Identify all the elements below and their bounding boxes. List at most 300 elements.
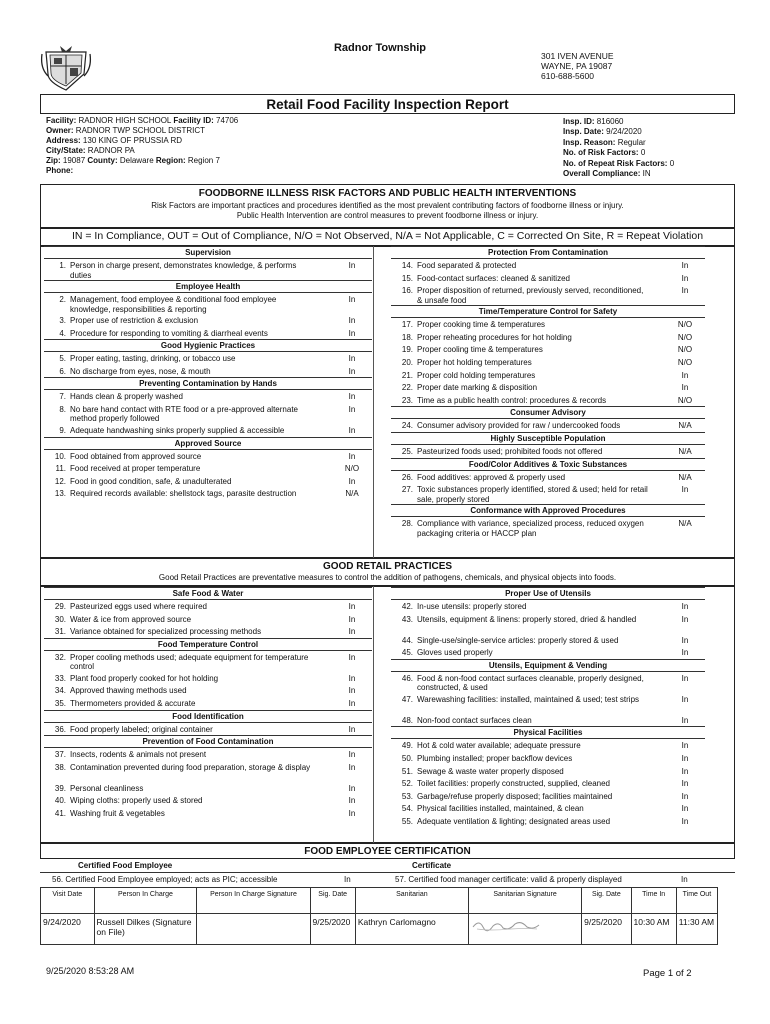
item-description: Personal cleanliness	[70, 783, 144, 793]
item-description: Variance obtained for specialized processing methods	[70, 627, 262, 637]
item-number: 51.	[401, 766, 413, 776]
item-status: In	[681, 261, 689, 270]
signature-scribble-icon	[471, 917, 541, 933]
section-subheading: Preventing Contamination by Hands	[44, 377, 372, 390]
item-number: 25.	[401, 446, 413, 456]
address-line: 301 IVEN AVENUE	[541, 51, 614, 61]
visit-col-header: Sanitarian Signature	[468, 888, 581, 914]
insp-id: 816060	[596, 117, 624, 126]
visit-col-header: Person In Charge Signature	[197, 888, 310, 914]
item-description: Plumbing installed; proper backflow devices	[417, 753, 573, 763]
visit-row	[41, 914, 718, 945]
item-number: 38.	[54, 762, 66, 772]
facility-name: RADNOR HIGH SCHOOL	[78, 116, 172, 125]
section-subheading: Employee Health	[44, 280, 372, 293]
item-description: Proper hot holding temperatures	[417, 357, 532, 367]
item-description: Food properly labeled; original container	[70, 724, 213, 734]
item-number: 22.	[401, 383, 413, 393]
inspection-item	[44, 782, 372, 795]
item-description: Proper cooking time & temperatures	[417, 320, 546, 330]
item-description: Procedure for responding to vomiting & diarrheal events	[70, 328, 268, 338]
section-subheading: Protection From Contamination	[391, 246, 705, 259]
inspection-item	[391, 693, 705, 714]
item-status: N/A	[345, 489, 359, 499]
item-number: 42.	[401, 602, 413, 611]
insp-date: 9/24/2020	[606, 127, 642, 137]
item-57: 57. Certified food manager certificate: valid & properly displayed In	[395, 875, 688, 884]
item-status: In	[348, 686, 356, 696]
risk-section-header	[40, 184, 735, 228]
visit-col-header: Sig. Date	[310, 888, 355, 914]
inspection-item	[44, 293, 372, 314]
item-number: 11.	[55, 464, 66, 474]
inspection-item	[391, 318, 705, 331]
item-description: Warewashing facilities: installed, maintained & used; test strips	[417, 694, 640, 704]
item-status: In	[681, 383, 689, 393]
item-description: No bare hand contact with RTE food or a pre-approved alternate method properly followed	[70, 404, 298, 424]
risk-factors-left	[44, 246, 372, 508]
item-status: N/O	[677, 345, 693, 355]
item-status: In	[348, 673, 356, 683]
item-number: 5.	[59, 354, 66, 364]
inspection-item	[44, 794, 372, 807]
inspection-item	[44, 651, 372, 672]
item-number: 28.	[401, 519, 413, 529]
time-in: 10:30 AM	[631, 914, 676, 945]
item-description: Thermometers provided & accurate	[70, 698, 196, 708]
inspection-item	[391, 646, 705, 659]
inspection-item	[44, 625, 372, 638]
item-status: In	[348, 762, 356, 772]
item-description: Approved thawing methods used	[70, 686, 187, 696]
risk-section-sub1: Risk Factors are important practices and procedures identified as the most prevalent contributing factors of foodborne illness or injury.	[151, 201, 624, 210]
pic-signature	[197, 914, 310, 945]
repeat-risk-count: 0	[669, 158, 675, 168]
item-number: 33.	[54, 673, 66, 683]
facility-info: Facility: RADNOR HIGH SCHOOL Facility ID: 74706 Owner: RADNOR TWP SCHOOL DISTRICT Address: 130 KING OF PRUSSIA RD City/State: RADNOR PA Zip: 19087 County: Delaware Region: Region 7 Phone:	[46, 116, 239, 176]
item-status: In	[348, 627, 356, 637]
item-56-value: In	[344, 875, 351, 884]
address-line: 610-688-5600	[541, 71, 594, 81]
item-number: 53.	[401, 791, 413, 801]
page-number: Page 1 of 2	[643, 968, 692, 979]
inspection-item	[391, 739, 705, 752]
visit-col-header: Sanitarian	[355, 888, 468, 914]
item-description: Single-use/single-service articles: properly stored & used	[417, 635, 619, 645]
inspection-item	[391, 471, 705, 484]
item-status: In	[681, 804, 689, 814]
item-number: 9.	[59, 425, 66, 435]
item-57-value: In	[681, 875, 688, 884]
item-number: 47.	[401, 694, 413, 704]
risk-section-sub2: Public Health Intervention are control measures to prevent foodborne illness or injury.	[236, 211, 539, 220]
item-status: N/O	[677, 332, 693, 342]
item-status: In	[348, 451, 356, 461]
item-description: Insects, rodents & animals not present	[70, 750, 207, 760]
item-status: In	[681, 286, 689, 296]
item-description: Contamination prevented during food preparation, storage & display	[70, 762, 311, 772]
item-status: In	[348, 316, 356, 325]
item-number: 21.	[401, 370, 413, 380]
item-status: In	[681, 791, 689, 801]
item-number: 40.	[54, 796, 66, 806]
item-number: 20.	[401, 357, 413, 367]
item-number: 34.	[54, 686, 66, 696]
region: Region 7	[187, 156, 220, 166]
item-status: In	[681, 614, 689, 624]
item-number: 29.	[54, 602, 66, 611]
item-number: 14.	[401, 261, 413, 270]
item-description: Consumer advisory provided for raw / undercooked foods	[417, 421, 621, 431]
section-subheading: Prevention of Food Contamination	[44, 735, 372, 748]
township-seal-icon	[40, 44, 92, 92]
item-56: 56. Certified Food Employee employed; acts as PIC; accessible In	[52, 875, 351, 884]
good-retail-sub: Good Retail Practices are preventative measures to control the addition of pathogens, chemicals, and physical objects into foods.	[158, 573, 617, 582]
item-status: In	[681, 673, 689, 683]
item-status: In	[681, 602, 689, 611]
inspection-item	[391, 634, 705, 647]
food-employee-header	[40, 843, 735, 859]
inspection-item	[391, 483, 705, 504]
item-number: 18.	[401, 332, 413, 342]
item-number: 1.	[59, 261, 66, 270]
inspection-item	[44, 613, 372, 626]
item-number: 4.	[59, 328, 66, 338]
food-employee-title: FOOD EMPLOYEE CERTIFICATION	[304, 846, 471, 857]
risk-factor-count: 0	[640, 148, 646, 158]
item-description: Gloves used properly	[417, 648, 493, 658]
sanitarian-signature	[468, 914, 581, 945]
item-number: 49.	[401, 741, 413, 751]
item-status: N/O	[677, 357, 693, 367]
item-status: In	[348, 366, 356, 376]
item-description: Pasteurized eggs used where required	[70, 602, 207, 611]
printed-timestamp: 9/25/2020 8:53:28 AM	[46, 966, 135, 976]
item-description: Utensils, equipment & linens: properly stored, dried & handled	[417, 614, 637, 624]
section-subheading: Utensils, Equipment & Vending	[391, 659, 705, 672]
item-number: 23.	[401, 395, 413, 405]
good-retail-header	[40, 558, 735, 586]
inspection-item	[391, 600, 705, 613]
inspection-item	[391, 381, 705, 394]
item-status: In	[348, 783, 356, 793]
item-description: Food-contact surfaces: cleaned & sanitized	[417, 273, 570, 283]
item-number: 44.	[401, 635, 413, 645]
item-number: 50.	[401, 753, 413, 763]
inspection-item	[391, 613, 705, 634]
inspection-item	[391, 419, 705, 432]
inspection-item	[391, 356, 705, 369]
item-number: 7.	[59, 392, 66, 402]
item-status: In	[348, 808, 356, 818]
item-description: Management, food employee & conditional food employee knowledge, responsibilities & reporting	[70, 295, 277, 314]
item-status: In	[681, 485, 689, 495]
visit-col-header: Time Out	[676, 888, 717, 914]
item-status: In	[681, 779, 689, 789]
item-number: 16.	[401, 286, 413, 296]
inspection-item	[391, 672, 705, 693]
person-in-charge: Russell Dilkes (Signature on File)	[94, 914, 197, 945]
item-status: In	[348, 404, 356, 414]
section-subheading: Food Temperature Control	[44, 638, 372, 651]
item-description: Adequate handwashing sinks properly supplied & accessible	[70, 425, 285, 435]
item-description: Wiping cloths: properly used & stored	[70, 796, 203, 806]
visit-col-header: Time In	[631, 888, 676, 914]
item-description: Food in good condition, safe, & unadulterated	[70, 476, 232, 486]
item-description: Proper cold holding temperatures	[417, 370, 536, 380]
item-number: 35.	[54, 698, 66, 708]
item-description: Physical facilities installed, maintained, & clean	[417, 804, 584, 814]
item-number: 54.	[401, 804, 413, 814]
zip: 19087	[62, 156, 86, 166]
item-description: Food additives: approved & properly used	[417, 472, 566, 482]
item-status: In	[681, 648, 689, 658]
inspection-item	[391, 284, 705, 305]
inspection-item	[44, 390, 372, 403]
inspection-item	[44, 748, 372, 761]
item-status: In	[348, 698, 356, 708]
item-description: Proper cooling time & temperatures	[417, 345, 543, 355]
item-description: Food & non-food contact surfaces cleanable, properly designed, constructed, & used	[417, 673, 644, 693]
item-number: 15.	[401, 273, 413, 283]
section-subheading: Conformance with Approved Procedures	[391, 504, 705, 517]
item-number: 10.	[54, 451, 66, 461]
item-description: Required records available: shellstock tags, parasite destruction	[70, 489, 297, 499]
item-description: Hot & cold water available; adequate pressure	[417, 741, 581, 751]
inspection-item	[44, 259, 372, 280]
inspection-item	[391, 259, 705, 272]
item-number: 19.	[401, 345, 413, 355]
item-number: 52.	[401, 779, 413, 789]
inspection-item	[44, 672, 372, 685]
inspection-item	[44, 475, 372, 488]
section-subheading: Food/Color Additives & Toxic Substances	[391, 458, 705, 471]
inspection-item	[44, 723, 372, 736]
item-number: 55.	[401, 816, 413, 826]
section-subheading: Approved Source	[44, 437, 372, 450]
item-description: Plant food properly cooked for hot holding	[70, 673, 219, 683]
item-number: 41.	[54, 808, 66, 818]
section-subheading: Time/Temperature Control for Safety	[391, 305, 705, 318]
overall-compliance: IN	[642, 169, 651, 179]
org-name: Radnor Township	[333, 42, 427, 54]
item-number: 3.	[59, 316, 66, 325]
item-status: In	[348, 602, 356, 611]
certified-employee-head: Certified Food Employee	[78, 861, 173, 870]
item-number: 43.	[401, 614, 413, 624]
item-description: Toilet facilities: properly constructed, supplied, cleaned	[417, 779, 610, 789]
item-status: N/A	[678, 446, 692, 456]
inspection-item	[44, 327, 372, 340]
item-description: Sewage & waste water properly disposed	[417, 766, 564, 776]
item-number: 2.	[59, 295, 66, 304]
item-description: Adequate ventilation & lighting; designated areas used	[417, 816, 611, 826]
facility-id: 74706	[216, 116, 239, 125]
item-description: Person in charge present, demonstrates knowledge, & performs duties	[70, 261, 297, 280]
item-status: In	[681, 766, 689, 776]
county: Delaware	[119, 156, 154, 166]
item-status: In	[348, 652, 356, 662]
item-status: N/A	[678, 519, 692, 529]
visit-col-header: Sig. Date	[582, 888, 631, 914]
inspection-item	[44, 684, 372, 697]
inspection-item	[44, 352, 372, 365]
risk-factors-right	[391, 246, 705, 538]
item-description: Proper date marking & disposition	[417, 383, 538, 393]
inspection-item	[391, 517, 705, 538]
section-subheading: Food Identification	[44, 710, 372, 723]
item-status: In	[348, 796, 356, 806]
item-number: 13.	[54, 489, 66, 499]
item-description: Food received at proper temperature	[70, 464, 201, 474]
visit-date: 9/24/2020	[41, 914, 95, 945]
item-status: In	[348, 261, 356, 270]
pic-sig-date: 9/25/2020	[310, 914, 355, 945]
item-number: 32.	[54, 652, 66, 662]
inspection-item	[391, 369, 705, 382]
inspection-item	[44, 424, 372, 437]
item-status: N/O	[677, 320, 693, 330]
item-status: In	[681, 694, 689, 704]
inspection-item	[44, 600, 372, 613]
inspection-item	[44, 487, 372, 508]
item-number: 27.	[401, 485, 413, 495]
inspection-item	[44, 365, 372, 378]
item-status: In	[681, 753, 689, 763]
item-description: Garbage/refuse properly disposed; facilities maintained	[417, 791, 613, 801]
inspection-item	[44, 403, 372, 424]
item-description: Compliance with variance, specialized process, reduced oxygen packaging criteria or HACCP plan	[417, 519, 644, 538]
item-description: No discharge from eyes, nose, & mouth	[70, 366, 211, 376]
inspection-item	[391, 272, 705, 285]
item-description: Proper disposition of returned, previously served, reconditioned, & unsafe food	[417, 286, 644, 305]
item-status: In	[348, 328, 356, 338]
item-description: Washing fruit & vegetables	[70, 808, 165, 818]
item-description: Proper use of restriction & exclusion	[70, 316, 199, 325]
item-description: Water & ice from approved source	[70, 614, 192, 624]
item-status: N/O	[344, 464, 360, 474]
inspection-item	[44, 807, 372, 820]
inspection-item	[44, 697, 372, 710]
visit-col-header: Visit Date	[41, 888, 95, 914]
item-description: Food obtained from approved source	[70, 451, 202, 461]
insp-reason: Regular	[617, 137, 646, 147]
section-subheading: Highly Susceptible Population	[391, 432, 705, 445]
item-number: 30.	[54, 614, 66, 624]
certificate-head: Certificate	[412, 861, 452, 870]
sanitarian: Kathryn Carlomagno	[355, 914, 468, 945]
item-description: Food separated & protected	[417, 261, 517, 270]
item-status: In	[681, 370, 689, 380]
item-status: In	[681, 273, 689, 283]
time-out: 11:30 AM	[676, 914, 717, 945]
sanitarian-sig-date: 9/25/2020	[582, 914, 631, 945]
item-number: 8.	[59, 404, 66, 414]
item-number: 12.	[54, 476, 66, 486]
item-status: In	[348, 425, 356, 435]
inspection-item	[391, 815, 705, 828]
item-number: 39.	[54, 783, 66, 793]
inspection-info: Insp. ID: 816060 Insp. Date: 9/24/2020 Insp. Reason: Regular No. of Risk Factors: 0 No. of Repeat Risk Factors: 0 Overall Compliance: IN	[563, 117, 675, 179]
org-address	[541, 51, 614, 81]
item-status: In	[348, 724, 356, 734]
item-description: Time as a public health control: procedures & records	[417, 395, 607, 405]
facility-address: 130 KING OF PRUSSIA RD	[82, 136, 183, 146]
item-status: In	[681, 816, 689, 826]
item-status: In	[681, 741, 689, 751]
item-status: In	[348, 750, 356, 760]
good-practices-right	[391, 587, 705, 828]
item-status: In	[681, 635, 689, 645]
item-status: N/A	[678, 472, 692, 482]
item-number: 37.	[54, 750, 66, 760]
item-description: Hands clean & properly washed	[70, 392, 183, 402]
good-retail-title: GOOD RETAIL PRACTICES	[322, 561, 453, 572]
inspection-item	[44, 314, 372, 327]
inspection-item	[391, 777, 705, 790]
inspection-item	[44, 462, 372, 475]
risk-section-title: FOODBORNE ILLNESS RISK FACTORS AND PUBLIC HEALTH INTERVENTIONS	[198, 188, 577, 199]
item-number: 46.	[401, 673, 413, 683]
inspection-item	[391, 343, 705, 356]
section-subheading: Good Hygienic Practices	[44, 339, 372, 352]
item-status: In	[348, 354, 356, 364]
item-description: Proper reheating procedures for hot holding	[417, 332, 572, 342]
item-description: Toxic substances properly identified, stored & used; held for retail sale, properly stored	[417, 485, 648, 504]
visit-col-header: Person In Charge	[94, 888, 197, 914]
item-description: Proper cooling methods used; adequate equipment for temperature control	[70, 652, 309, 672]
item-description: Proper eating, tasting, drinking, or tobacco use	[70, 354, 236, 364]
item-number: 17.	[401, 320, 413, 330]
item-number: 6.	[59, 366, 66, 376]
item-description: Pasteurized foods used; prohibited foods not offered	[417, 446, 603, 456]
item-number: 26.	[401, 472, 413, 482]
item-status: In	[348, 614, 356, 624]
section-subheading: Physical Facilities	[391, 726, 705, 739]
item-description: Non-food contact surfaces clean	[417, 715, 532, 725]
item-description: In-use utensils: properly stored	[417, 602, 527, 611]
item-number: 45.	[401, 648, 413, 658]
inspection-item	[391, 802, 705, 815]
section-subheading: Safe Food & Water	[44, 587, 372, 600]
item-number: 48.	[401, 715, 413, 725]
item-status: In	[681, 715, 689, 725]
inspection-item	[44, 450, 372, 463]
inspection-item	[391, 765, 705, 778]
owner: RADNOR TWP SCHOOL DISTRICT	[75, 126, 205, 136]
section-subheading: Consumer Advisory	[391, 406, 705, 419]
visit-header-row	[41, 888, 718, 914]
good-practices-left	[44, 587, 372, 820]
inspection-item	[391, 331, 705, 344]
item-number: 31.	[54, 627, 66, 637]
visit-table	[40, 887, 718, 945]
city-state: RADNOR PA	[87, 146, 135, 156]
address-line: WAYNE, PA 19087	[541, 61, 613, 71]
item-status: N/O	[677, 395, 693, 405]
item-number: 36.	[54, 724, 66, 734]
inspection-item	[391, 445, 705, 458]
inspection-item	[391, 394, 705, 407]
item-status: N/A	[678, 421, 692, 431]
inspection-item	[391, 714, 705, 727]
section-subheading: Proper Use of Utensils	[391, 587, 705, 600]
item-number: 24.	[401, 421, 413, 431]
item-status: In	[348, 476, 356, 486]
inspection-item	[44, 761, 372, 782]
compliance-legend: IN = In Compliance, OUT = Out of Compliance, N/O = Not Observed, N/A = Not Applicable, C = Corrected On Site, R = Repeat Violation	[40, 228, 735, 246]
inspection-item	[391, 790, 705, 803]
